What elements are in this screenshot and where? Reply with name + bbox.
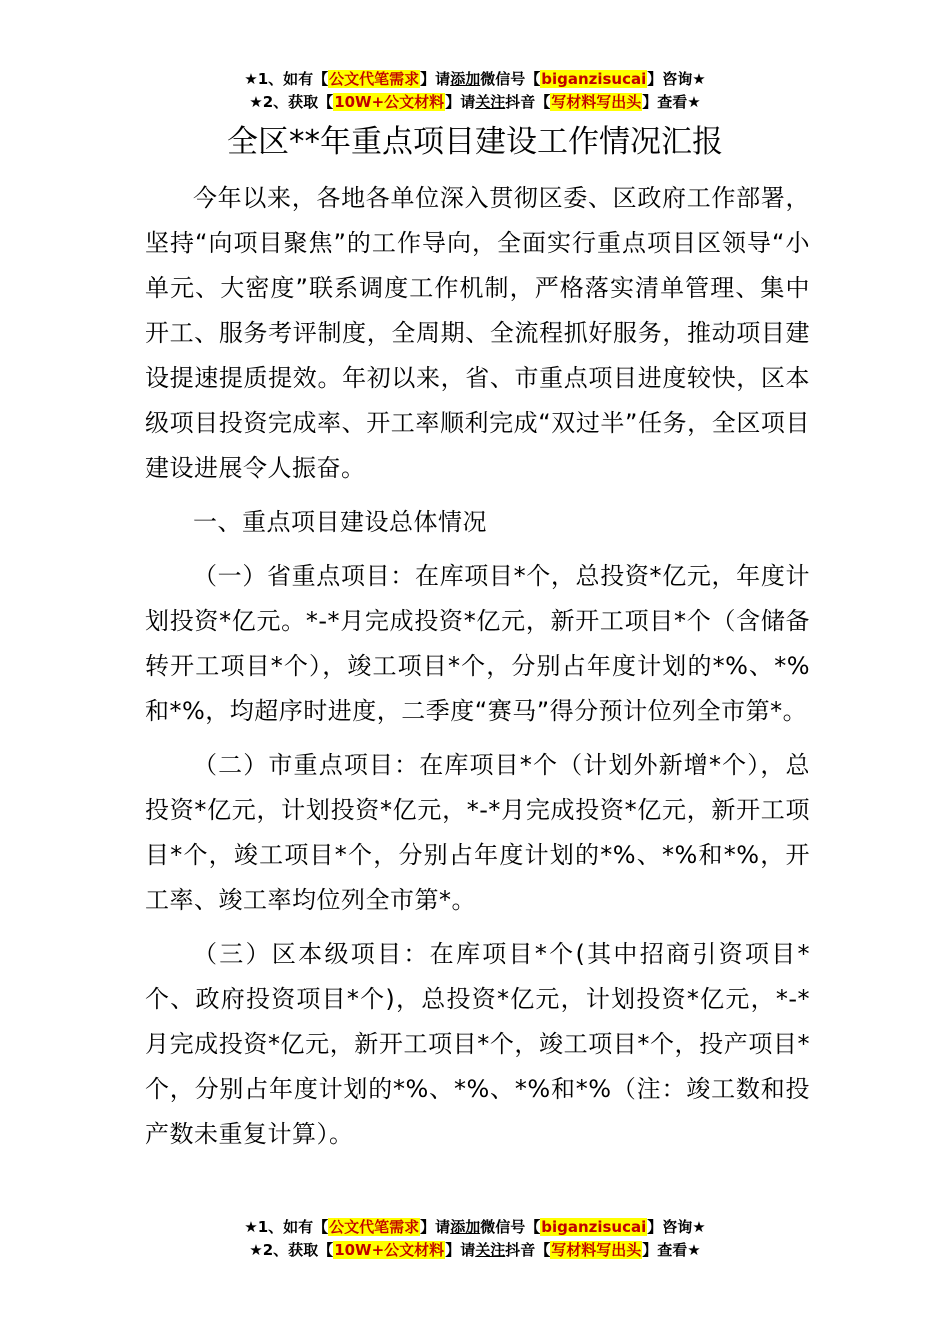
banner-line-2: ★2、获取【10W+公文材料】请关注抖音【写材料写出头】查看★	[249, 93, 701, 111]
document-body	[145, 176, 810, 1157]
highlight-wechat-id: biganzisucai	[541, 1218, 647, 1236]
highlight-douyin: 写材料写出头	[551, 1241, 642, 1259]
header-banner	[0, 68, 950, 114]
banner-line-2: ★2、获取【10W+公文材料】请关注抖音【写材料写出头】查看★	[249, 1241, 701, 1259]
banner-line-1: ★1、如有【公文代笔需求】请添加微信号【biganzisucai】咨询★	[244, 1218, 706, 1236]
paragraph-provincial: （一）省重点项目：在库项目*个，总投资*亿元，年度计划投资*亿元。*-*月完成投资*亿元，新开工项目*个（含储备转开工项目*个），竣工项目*个，分别占年度计划的*%、*%和*%，均超序时进度，二季度“赛马”得分预计位列全市第*。	[145, 562, 810, 725]
paragraph-district: （三）区本级项目：在库项目*个(其中招商引资项目*个、政府投资项目*个)，总投资*亿元，计划投资*亿元，*-*月完成投资*亿元，新开工项目*个，竣工项目*个，投产项目*个，分别占年度计划的*%、*%、*%和*%（注：竣工数和投产数未重复计算）。	[145, 940, 810, 1148]
footer-banner	[0, 1216, 950, 1262]
paragraph-intro: 今年以来，各地各单位深入贯彻区委、区政府工作部署，坚持“向项目聚焦”的工作导向，全面实行重点项目区领导“小单元、大密度”联系调度工作机制，严格落实清单管理、集中开工、服务考评制度，全周期、全流程抓好服务，推动项目建设提速提质提效。年初以来，省、市重点项目进度较快，区本级项目投资完成率、开工率顺利完成“双过半”任务，全区项目建设进展令人振奋。	[145, 184, 810, 482]
section-heading: 一、重点项目建设总体情况	[193, 508, 487, 536]
highlight-wechat-id: biganzisucai	[541, 70, 647, 88]
highlight-douyin: 写材料写出头	[551, 93, 642, 111]
highlight-materials: 10W+公文材料	[334, 93, 445, 111]
highlight-service: 公文代笔需求	[329, 70, 420, 88]
highlight-materials: 10W+公文材料	[334, 1241, 445, 1259]
document-title: 全区**年重点项目建设工作情况汇报	[227, 124, 723, 160]
highlight-service: 公文代笔需求	[329, 1218, 420, 1236]
paragraph-municipal: （二）市重点项目：在库项目*个（计划外新增*个），总投资*亿元，计划投资*亿元，*-*月完成投资*亿元，新开工项目*个，竣工项目*个，分别占年度计划的*%、*%和*%，开工率、竣工率均位列全市第*。	[145, 751, 810, 914]
banner-line-1: ★1、如有【公文代笔需求】请添加微信号【biganzisucai】咨询★	[244, 70, 706, 88]
